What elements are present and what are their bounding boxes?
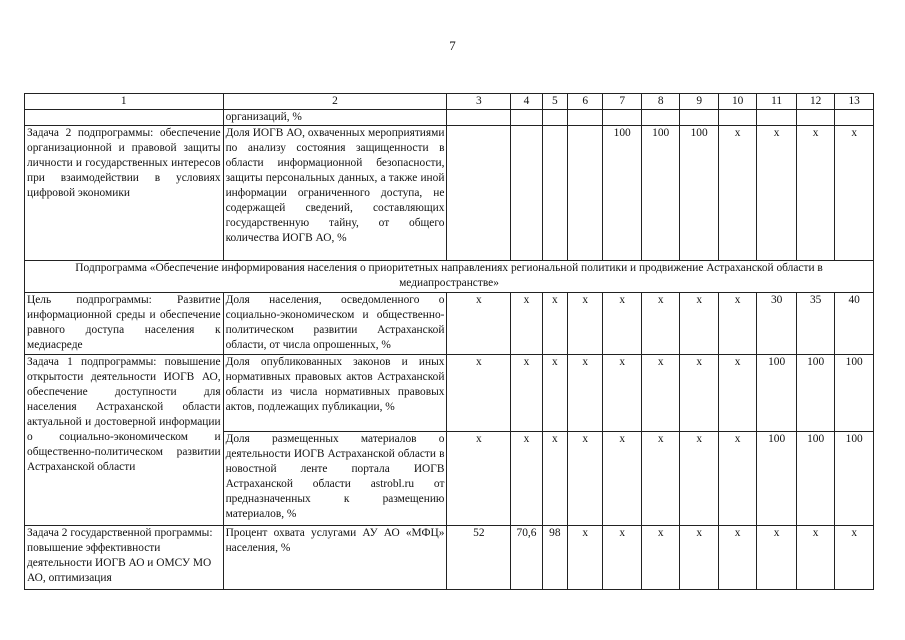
value-cell <box>835 110 874 126</box>
value-cell <box>511 110 542 126</box>
page-number: 7 <box>449 38 456 53</box>
indicator-cell: Доля опубликованных законов и иных нормативных правовых актов Астраханской области из числа нормативных правовых актов, подлежащих публикации, % <box>223 355 447 432</box>
value-cell: x <box>568 432 603 526</box>
value-cell: x <box>568 526 603 590</box>
value-cell: x <box>796 126 834 261</box>
indicator-cell: Доля размещенных материалов о деятельности ИОГВ Астраханской области в новостной ленте портала ИОГВ Астраханской области astrobl.ru от предназначенных к размещению материалов, % <box>223 432 447 526</box>
value-cell: x <box>542 293 567 355</box>
table-row <box>25 355 874 432</box>
value-cell: 100 <box>796 432 834 526</box>
indicator-cell: Доля населения, осведомленного о социально-экономическом и общественно-политическом развитии Астраханской области, от числа опрошенных, % <box>223 293 447 355</box>
value-cell: x <box>568 293 603 355</box>
value-cell: x <box>680 432 718 526</box>
column-number: 12 <box>796 94 834 110</box>
value-cell: 100 <box>835 432 874 526</box>
column-number: 11 <box>757 94 797 110</box>
value-cell: 100 <box>796 355 834 432</box>
value-cell: x <box>603 293 641 355</box>
value-cell: 100 <box>757 355 797 432</box>
value-cell: x <box>718 432 756 526</box>
value-cell: x <box>680 526 718 590</box>
subprogram-row <box>25 261 874 293</box>
value-cell: 70,6 <box>511 526 542 590</box>
column-number: 5 <box>542 94 567 110</box>
column-number: 3 <box>447 94 511 110</box>
value-cell <box>641 110 679 126</box>
goal-cell: Задача 1 подпрограммы: повышение открытости деятельности ИОГВ АО, обеспечение доступности для населения Астраханской области актуальной и достоверной информации о социально-экономическом и общественно-политическом развитии Астраханской области <box>25 355 224 526</box>
value-cell: x <box>718 526 756 590</box>
value-cell: 30 <box>757 293 797 355</box>
value-cell <box>757 110 797 126</box>
value-cell: 52 <box>447 526 511 590</box>
value-cell: 98 <box>542 526 567 590</box>
value-cell: x <box>680 355 718 432</box>
value-cell: x <box>757 126 797 261</box>
column-number: 10 <box>718 94 756 110</box>
value-cell <box>447 126 511 261</box>
value-cell: x <box>447 432 511 526</box>
value-cell <box>568 110 603 126</box>
value-cell: x <box>603 355 641 432</box>
value-cell: 100 <box>680 126 718 261</box>
value-cell: x <box>603 432 641 526</box>
value-cell: 100 <box>835 355 874 432</box>
table-row <box>25 110 874 126</box>
value-cell: x <box>511 293 542 355</box>
value-cell: x <box>641 526 679 590</box>
column-number: 4 <box>511 94 542 110</box>
value-cell: x <box>447 293 511 355</box>
value-cell: 100 <box>757 432 797 526</box>
subprogram-title: Подпрограмма «Обеспечение информирования населения о приоритетных направлениях региональной политики и продвижение Астраханской области в медиапространстве» <box>25 261 874 293</box>
value-cell <box>447 110 511 126</box>
value-cell: x <box>542 355 567 432</box>
value-cell: x <box>641 355 679 432</box>
value-cell: x <box>542 432 567 526</box>
value-cell: x <box>511 432 542 526</box>
value-cell: x <box>641 432 679 526</box>
header-row <box>25 94 874 110</box>
value-cell: x <box>511 355 542 432</box>
indicators-table <box>24 93 874 590</box>
value-cell <box>680 110 718 126</box>
table-row <box>25 126 874 261</box>
goal-cell: Задача 2 государственной программы: повышение эффективности деятельности ИОГВ АО и ОМСУ МО АО, оптимизация <box>25 526 224 590</box>
column-number: 1 <box>25 94 224 110</box>
value-cell <box>603 110 641 126</box>
value-cell <box>568 126 603 261</box>
column-number: 9 <box>680 94 718 110</box>
value-cell: x <box>718 355 756 432</box>
value-cell <box>511 126 542 261</box>
value-cell <box>718 110 756 126</box>
value-cell: 40 <box>835 293 874 355</box>
value-cell <box>542 126 567 261</box>
column-number: 2 <box>223 94 447 110</box>
value-cell: x <box>718 126 756 261</box>
value-cell <box>796 110 834 126</box>
value-cell: x <box>680 293 718 355</box>
column-number: 8 <box>641 94 679 110</box>
value-cell: x <box>603 526 641 590</box>
column-number: 6 <box>568 94 603 110</box>
goal-cell: Цель подпрограммы: Развитие информационной среды и обеспечение равного доступа населения к медиасреде <box>25 293 224 355</box>
indicator-cell: Процент охвата услугами АУ АО «МФЦ» населения, % <box>223 526 447 590</box>
goal-cell: Задача 2 подпрограммы: обеспечение организационной и правовой защиты личности и государственных интересов при взаимодействии в условиях цифровой экономики <box>25 126 224 261</box>
table-row <box>25 293 874 355</box>
value-cell: x <box>757 526 797 590</box>
value-cell: x <box>796 526 834 590</box>
goal-cell <box>25 110 224 126</box>
indicator-cell: Доля ИОГВ АО, охваченных мероприятиями по анализу состояния защищенности в области информационной безопасности, защиты персональных данных, а также иной информации ограниченного доступа, не содержащей сведений, составляющих государственную тайну, от общего количества ИОГВ АО, % <box>223 126 447 261</box>
column-number: 7 <box>603 94 641 110</box>
value-cell: 35 <box>796 293 834 355</box>
value-cell: x <box>447 355 511 432</box>
table-row <box>25 526 874 590</box>
value-cell <box>542 110 567 126</box>
value-cell: x <box>835 126 874 261</box>
value-cell: x <box>835 526 874 590</box>
value-cell: x <box>641 293 679 355</box>
value-cell: 100 <box>641 126 679 261</box>
value-cell: 100 <box>603 126 641 261</box>
value-cell: x <box>718 293 756 355</box>
column-number: 13 <box>835 94 874 110</box>
value-cell: x <box>568 355 603 432</box>
indicator-cell: организаций, % <box>223 110 447 126</box>
